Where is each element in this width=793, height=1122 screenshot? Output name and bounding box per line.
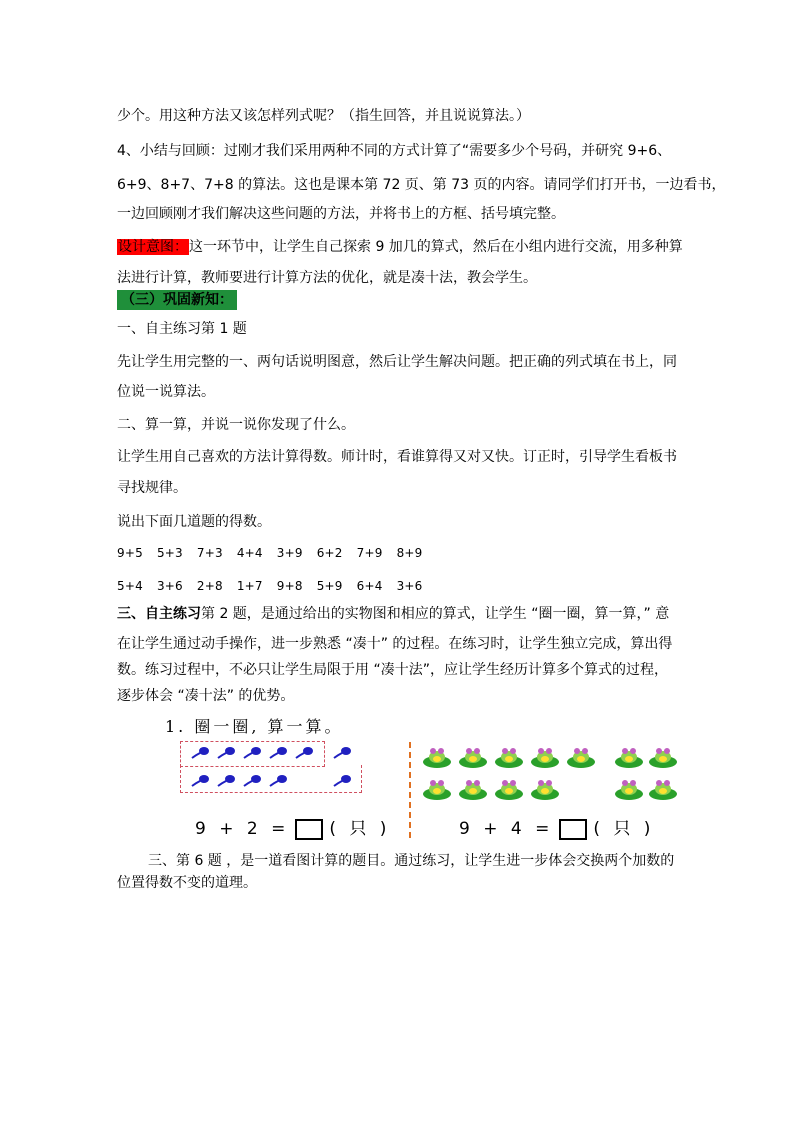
frog-icon [614,745,644,769]
math-row-2: 5+4 3+6 2+8 1+7 9+8 5+9 6+4 3+6 [117,579,423,593]
exercise-3-prefix: 三、 [117,606,145,622]
exercise-3-line-b: 在让学生通过动手操作，进一步熟悉 “凑十” 的过程。在练习时，让学生独立完成，算出得 [117,636,673,652]
math-row-1: 9+5 5+3 7+3 4+4 3+9 6+2 7+9 8+9 [117,546,423,560]
figure-divider [409,742,411,838]
frog-icon [422,745,452,769]
exercise-3-bold: 自主练习 [145,606,201,622]
text-line-2: 4、小结与回顾：过刚才我们采用两种不同的方式计算了“需要多少个号码，并研究 9+6、 [117,143,672,159]
tadpole-icon [332,773,352,787]
equation-right [459,814,654,840]
exercise-3-line-a [117,604,669,624]
frog-icon [614,777,644,801]
figure-title: 1. 圈一圈, 算一算。 [165,717,344,736]
text-line-4: 一边回顾刚才我们解决这些问题的方法，并将书上的方框、括号填完整。 [117,206,565,222]
frog-icon [494,745,524,769]
equation-left [195,814,390,840]
exercise-6-line-b: 位置得数不变的道理。 [117,875,257,891]
tadpole-icon [190,773,210,787]
answer-box-left[interactable] [295,819,323,840]
exercise-2-text-b: 寻找规律。 [117,480,187,496]
tadpole-icon [242,773,262,787]
exercise-1-text-a: 先让学生用完整的一、两句话说明图意，然后让学生解决问题。把正确的列式填在书上，同 [117,354,677,370]
text-line-6: 法进行计算，教师要进行计算方法的优化，就是凑十法，教会学生。 [117,270,537,286]
section-heading-tag: （三）巩固新知： [117,290,237,310]
section-heading-consolidate [117,290,237,310]
equation-right-unit: ( 只 ) [593,819,655,839]
tadpole-icon [294,745,314,759]
frog-icon [458,777,488,801]
exercise-2-title: 二、算一算，并说一说你发现了什么。 [117,417,355,433]
frog-icon [648,745,678,769]
frog-icon [566,745,596,769]
exercise-6-line-a: 三、第 6 题 ，是一道看图计算的题目。通过练习，让学生进一步体会交换两个加数的 [148,853,675,869]
design-intent-line [117,237,683,257]
equation-left-expr: 9 + 2 = [195,819,290,839]
frog-icon [458,745,488,769]
exercise-3-line-c: 数。练习过程中，不必只让学生局限于用 “凑十法”，应让学生经历计算多个算式的过程， [117,662,668,678]
exercise-2-text-a: 让学生用自己喜欢的方法计算得数。师计时，看谁算得又对又快。订正时，引导学生看板书 [117,449,677,465]
exercise-1-text-b: 位说一说算法。 [117,384,215,400]
tadpole-icon [216,745,236,759]
frog-icon [494,777,524,801]
design-intent-text: 这一环节中，让学生自己探索 9 加几的算式，然后在小组内进行交流，用多种算 [189,239,683,255]
equation-left-unit: ( 只 ) [329,819,391,839]
tadpole-icon [268,745,288,759]
equation-right-expr: 9 + 4 = [459,819,554,839]
tadpole-icon [268,773,288,787]
exercise-3-rest: 第 2 题，是通过给出的实物图和相应的算式，让学生 “圈一圈，算一算，” 意 [201,606,670,622]
exercise-2-text-c: 说出下面几道题的得数。 [117,514,271,530]
answer-box-right[interactable] [559,819,587,840]
exercise-3-line-d: 逐步体会 “凑十法” 的优势。 [117,688,295,704]
text-line-1: 少个。用这种方法又该怎样列式呢？（指生回答，并且说说算法。） [117,108,530,124]
tadpole-icon [242,745,262,759]
design-intent-tag: 设计意图： [118,239,188,255]
tadpole-icon [332,745,352,759]
tadpole-icon [190,745,210,759]
frog-icon [530,777,560,801]
tadpole-icon [216,773,236,787]
text-line-3: 6+9、8+7、7+8 的算法。这也是课本第 72 页、第 73 页的内容。请同学们打开书，一边看书， [117,177,726,193]
frog-icon [422,777,452,801]
exercise-1-title: 一、自主练习第 1 题 [117,321,247,337]
frog-icon [530,745,560,769]
frog-icon [648,777,678,801]
